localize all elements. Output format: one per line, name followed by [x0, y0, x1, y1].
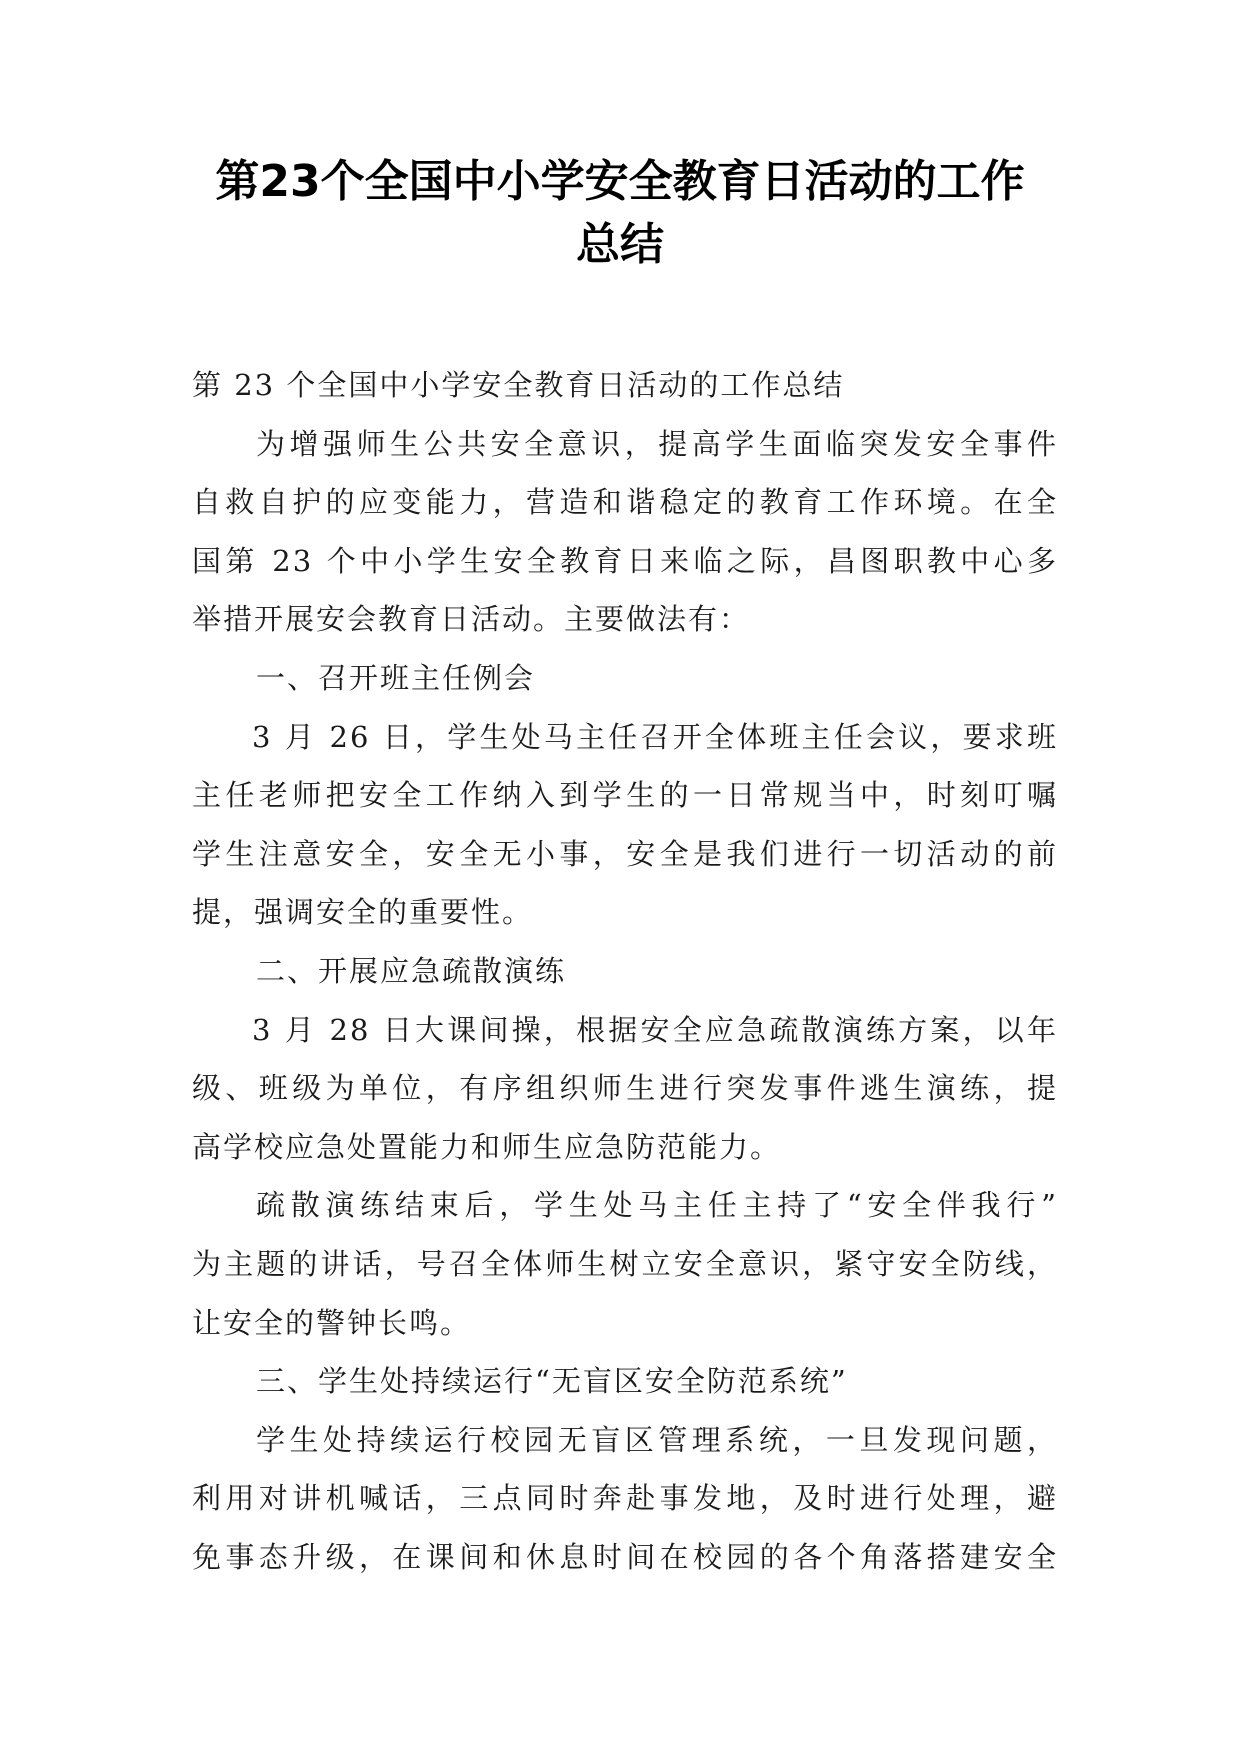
paragraph-line: 级、班级为单位，有序组织师生进行突发事件逃生演练，提	[192, 1071, 1058, 1106]
paragraph-line: 让安全的警钟长鸣。	[192, 1305, 472, 1340]
paragraph-line: 3 月 26 日，学生处马主任召开全体班主任会议，要求班	[252, 719, 1058, 754]
document-title	[150, 150, 1090, 276]
paragraph-line: 自救自护的应变能力，营造和谐稳定的教育工作环境。在全	[192, 485, 1058, 520]
paragraph-line: 国第 23 个中小学生安全教育日来临之际，昌图职教中心多	[192, 543, 1058, 578]
title-line-1: 第23个全国中小学安全教育日活动的工作	[215, 156, 1025, 207]
paragraph-line: 疏散演练结束后，学生处马主任主持了“安全伴我行”	[256, 1188, 1058, 1223]
title-line-2: 总结	[576, 219, 664, 270]
paragraph-line: 利用对讲机喊话，三点同时奔赴事发地，及时进行处理，避	[192, 1481, 1058, 1516]
paragraph-line: 免事态升级，在课间和休息时间在校园的各个角落搭建安全	[192, 1539, 1058, 1574]
paragraph-line: 3 月 28 日大课间操，根据安全应急疏散演练方案，以年	[252, 1012, 1058, 1047]
paragraph-line: 为增强师生公共安全意识，提高学生面临突发安全事件	[256, 426, 1058, 461]
paragraph-line: 学生注意安全，安全无小事，安全是我们进行一切活动的前	[192, 836, 1058, 871]
paragraph-line: 高学校应急处置能力和师生应急防范能力。	[192, 1129, 782, 1164]
paragraph-line: 学生处持续运行校园无盲区管理系统，一旦发现问题，	[256, 1422, 1058, 1457]
paragraph-line: 主任老师把安全工作纳入到学生的一日常规当中，时刻叮嘱	[192, 778, 1058, 813]
document-body	[192, 356, 1058, 1586]
paragraph-line: 举措开展安会教育日活动。主要做法有：	[192, 602, 751, 637]
subtitle-line: 第 23 个全国中小学安全教育日活动的工作总结	[192, 368, 845, 402]
paragraph-line: 提，强调安全的重要性。	[192, 895, 534, 930]
section-heading: 三、学生处持续运行“无盲区安全防范系统”	[256, 1364, 848, 1399]
paragraph-line: 为主题的讲话，号召全体师生树立安全意识，紧守安全防线，	[192, 1246, 1058, 1281]
section-heading: 一、召开班主任例会	[256, 660, 536, 695]
section-heading: 二、开展应急疏散演练	[256, 953, 567, 988]
